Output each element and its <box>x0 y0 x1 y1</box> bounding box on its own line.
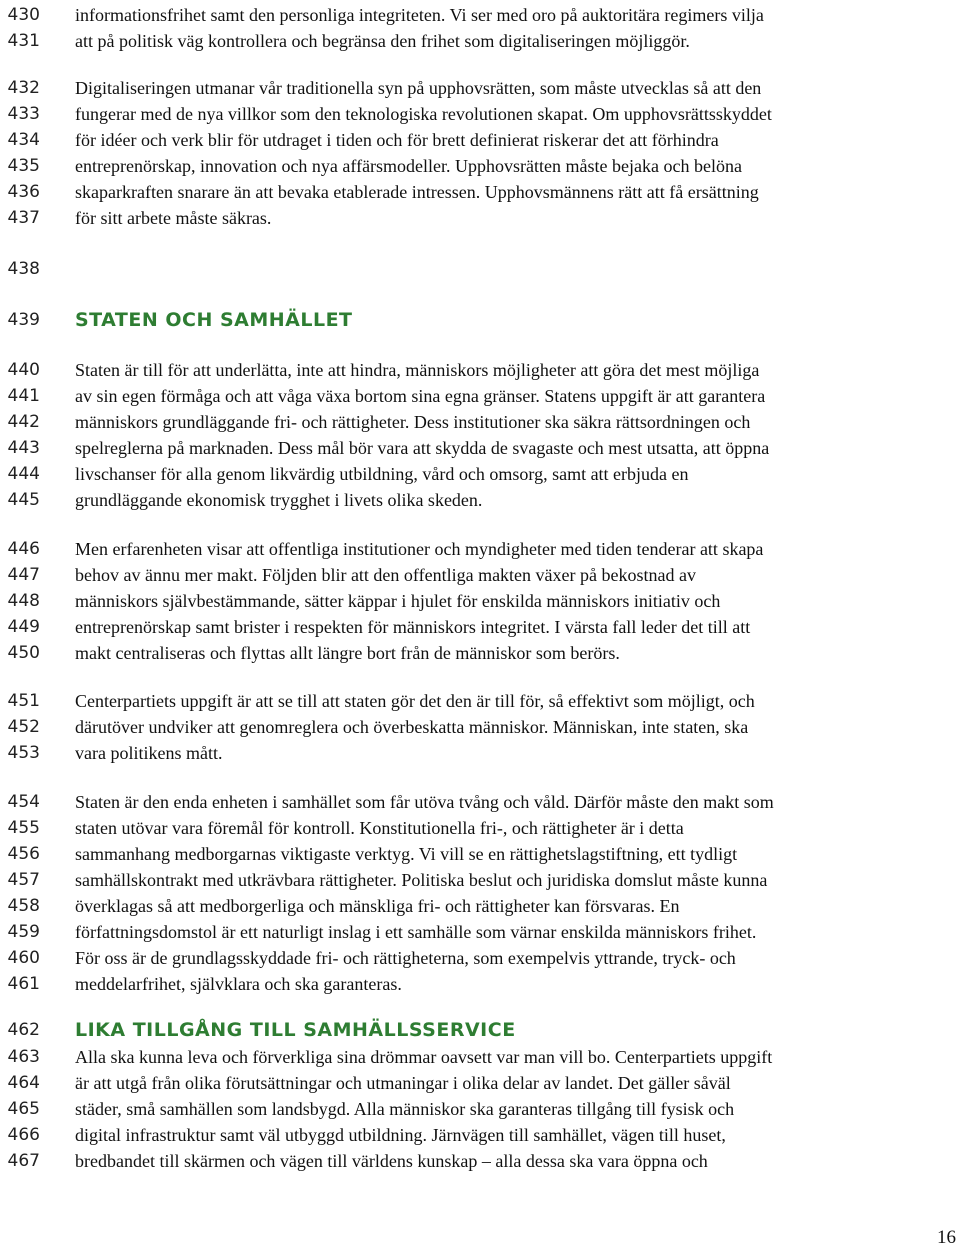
line-text: fungerar med de nya villkor som den teknologiska revolutionen skapat. Om upphovsrättsskyddet <box>75 104 772 124</box>
line-text: är att utgå från olika förutsättningar och utmaningar i olika delar av landet. Det gäller såväl <box>75 1073 731 1093</box>
text-line <box>0 714 960 740</box>
line-number: 430 <box>7 5 40 25</box>
text-line <box>0 28 960 54</box>
line-number: 454 <box>7 792 40 812</box>
line-text: bredbandet till skärmen och vägen till världens kunskap – alla dessa ska vara öppna och <box>75 1151 708 1171</box>
line-number: 448 <box>7 591 40 611</box>
line-number: 444 <box>7 464 40 484</box>
text-line <box>0 536 960 562</box>
text-line <box>0 1070 960 1096</box>
line-text: städer, små samhällen som landsbygd. Alla människor ska garanteras tillgång till fysisk och <box>75 1099 735 1119</box>
line-text: vara politikens mått. <box>75 743 223 763</box>
line-text: För oss är de grundlagsskyddade fri- och rättigheterna, som exempelvis yttrande, tryck- och <box>75 948 736 968</box>
line-text: människors självbestämmande, sätter käppar i hjulet för enskilda människors initiativ och <box>75 591 721 611</box>
line-number: 458 <box>7 896 40 916</box>
line-text: entreprenörskap, innovation och nya affärsmodeller. Upphovsrätten måste bejaka och belöna <box>75 156 742 176</box>
line-text: informationsfrihet samt den personliga integriteten. Vi ser med oro på auktoritära regimers vilja <box>75 5 764 25</box>
line-text: staten utövar vara föremål för kontroll. Konstitutionella fri-, och rättigheter är i detta <box>75 818 684 838</box>
line-number: 439 <box>7 310 40 330</box>
text-line <box>0 256 960 282</box>
line-number: 435 <box>7 156 40 176</box>
line-number: 455 <box>7 818 40 838</box>
text-line <box>0 205 960 231</box>
line-text: samhällskontrakt med utkrävbara rättigheter. Politiska beslut och juridiska domslut måste kunna <box>75 870 768 890</box>
line-number: 452 <box>7 717 40 737</box>
line-number: 465 <box>7 1099 40 1119</box>
line-text: behov av ännu mer makt. Följden blir att den offentliga makten växer på bekostnad av <box>75 565 696 585</box>
text-line <box>0 688 960 714</box>
line-number: 466 <box>7 1125 40 1145</box>
text-line <box>0 867 960 893</box>
text-line <box>0 614 960 640</box>
line-text: entreprenörskap samt brister i respekten för människors integritet. I värsta fall leder det till att <box>75 617 751 637</box>
text-line <box>0 1096 960 1122</box>
line-number: 436 <box>7 182 40 202</box>
line-number: 459 <box>7 922 40 942</box>
line-text: människors grundläggande fri- och rättigheter. Dess institutioner ska säkra rättsordningen och <box>75 412 751 432</box>
text-line <box>0 487 960 513</box>
text-line <box>0 1044 960 1070</box>
text-line <box>0 1148 960 1174</box>
text-line <box>0 153 960 179</box>
line-number: 432 <box>7 78 40 98</box>
section-heading-line <box>0 307 960 333</box>
text-line <box>0 945 960 971</box>
text-line <box>0 588 960 614</box>
text-line <box>0 461 960 487</box>
line-text: författningsdomstol är ett naturligt inslag i ett samhälle som värnar enskilda människors frihet. <box>75 922 757 942</box>
text-line <box>0 179 960 205</box>
text-line <box>0 919 960 945</box>
text-line <box>0 101 960 127</box>
text-line <box>0 383 960 409</box>
line-text: Staten är till för att underlätta, inte att hindra, människors möjligheter att göra det mest möjliga <box>75 360 760 380</box>
page-number: 16 <box>937 1227 956 1248</box>
line-text: Centerpartiets uppgift är att se till att staten gör det den är till för, så effektivt som möjligt, och <box>75 691 755 711</box>
line-number: 457 <box>7 870 40 890</box>
line-number: 453 <box>7 743 40 763</box>
line-text: digital infrastruktur samt väl utbyggd utbildning. Järnvägen till samhället, vägen till huset, <box>75 1125 726 1145</box>
text-line <box>0 789 960 815</box>
line-text: att på politisk väg kontrollera och begränsa den frihet som digitaliseringen möjliggör. <box>75 31 690 51</box>
line-number: 441 <box>7 386 40 406</box>
text-line <box>0 841 960 867</box>
text-line <box>0 562 960 588</box>
line-text: Alla ska kunna leva och förverkliga sina drömmar oavsett var man vill bo. Centerpartiets uppgift <box>75 1047 773 1067</box>
line-number: 451 <box>7 691 40 711</box>
line-text: Digitaliseringen utmanar vår traditionella syn på upphovsrätten, som måste utvecklas så att den <box>75 78 762 98</box>
line-text: sammanhang medborgarnas viktigaste verktyg. Vi vill se en rättighetslagstiftning, ett tydligt <box>75 844 738 864</box>
section-heading: STATEN OCH SAMHÄLLET <box>75 309 353 331</box>
line-text: därutöver undviker att genomreglera och överbeskatta människor. Människan, inte staten, ska <box>75 717 749 737</box>
line-number: 433 <box>7 104 40 124</box>
line-number: 438 <box>7 259 40 279</box>
text-line <box>0 815 960 841</box>
line-number: 463 <box>7 1047 40 1067</box>
text-line <box>0 357 960 383</box>
line-number: 445 <box>7 490 40 510</box>
line-number: 440 <box>7 360 40 380</box>
line-number: 431 <box>7 31 40 51</box>
text-line <box>0 971 960 997</box>
line-number: 450 <box>7 643 40 663</box>
line-number: 446 <box>7 539 40 559</box>
line-text: skaparkraften snarare än att bevaka etablerade intressen. Upphovsmännens rätt att få ersättning <box>75 182 759 202</box>
line-number: 456 <box>7 844 40 864</box>
line-number: 442 <box>7 412 40 432</box>
line-number: 443 <box>7 438 40 458</box>
line-number: 462 <box>7 1020 40 1040</box>
line-text: för idéer och verk blir för utdraget i tiden och för brett definierat riskerar det att förhindra <box>75 130 719 150</box>
line-text: livschanser för alla genom likvärdig utbildning, vård och omsorg, samt att erbjuda en <box>75 464 689 484</box>
line-number: 460 <box>7 948 40 968</box>
line-text: för sitt arbete måste säkras. <box>75 208 272 228</box>
section-heading-line <box>0 1017 960 1043</box>
text-line <box>0 409 960 435</box>
line-number: 437 <box>7 208 40 228</box>
text-line <box>0 1122 960 1148</box>
text-line <box>0 740 960 766</box>
line-number: 461 <box>7 974 40 994</box>
line-text: av sin egen förmåga och att våga växa bortom sina egna gränser. Statens uppgift är att garantera <box>75 386 766 406</box>
section-heading: LIKA TILLGÅNG TILL SAMHÄLLSSERVICE <box>75 1019 516 1041</box>
line-number: 449 <box>7 617 40 637</box>
text-line <box>0 2 960 28</box>
text-line <box>0 127 960 153</box>
text-line <box>0 75 960 101</box>
line-text: makt centraliseras och flyttas allt längre bort från de människor som berörs. <box>75 643 620 663</box>
text-line <box>0 893 960 919</box>
line-number: 467 <box>7 1151 40 1171</box>
line-text: överklagas så att medborgerliga och mänskliga fri- och rättigheter kan försvaras. En <box>75 896 680 916</box>
line-number: 447 <box>7 565 40 585</box>
line-number: 464 <box>7 1073 40 1093</box>
line-text: Staten är den enda enheten i samhället som får utöva tvång och våld. Därför måste den makt som <box>75 792 774 812</box>
line-number: 434 <box>7 130 40 150</box>
line-text: Men erfarenheten visar att offentliga institutioner och myndigheter med tiden tenderar att skapa <box>75 539 764 559</box>
text-line <box>0 435 960 461</box>
text-line <box>0 640 960 666</box>
line-text: grundläggande ekonomisk trygghet i livets olika skeden. <box>75 490 483 510</box>
line-text: spelreglerna på marknaden. Dess mål bör vara att skydda de svagaste och mest utsatta, att öppna <box>75 438 770 458</box>
line-text: meddelarfrihet, självklara och ska garanteras. <box>75 974 402 994</box>
